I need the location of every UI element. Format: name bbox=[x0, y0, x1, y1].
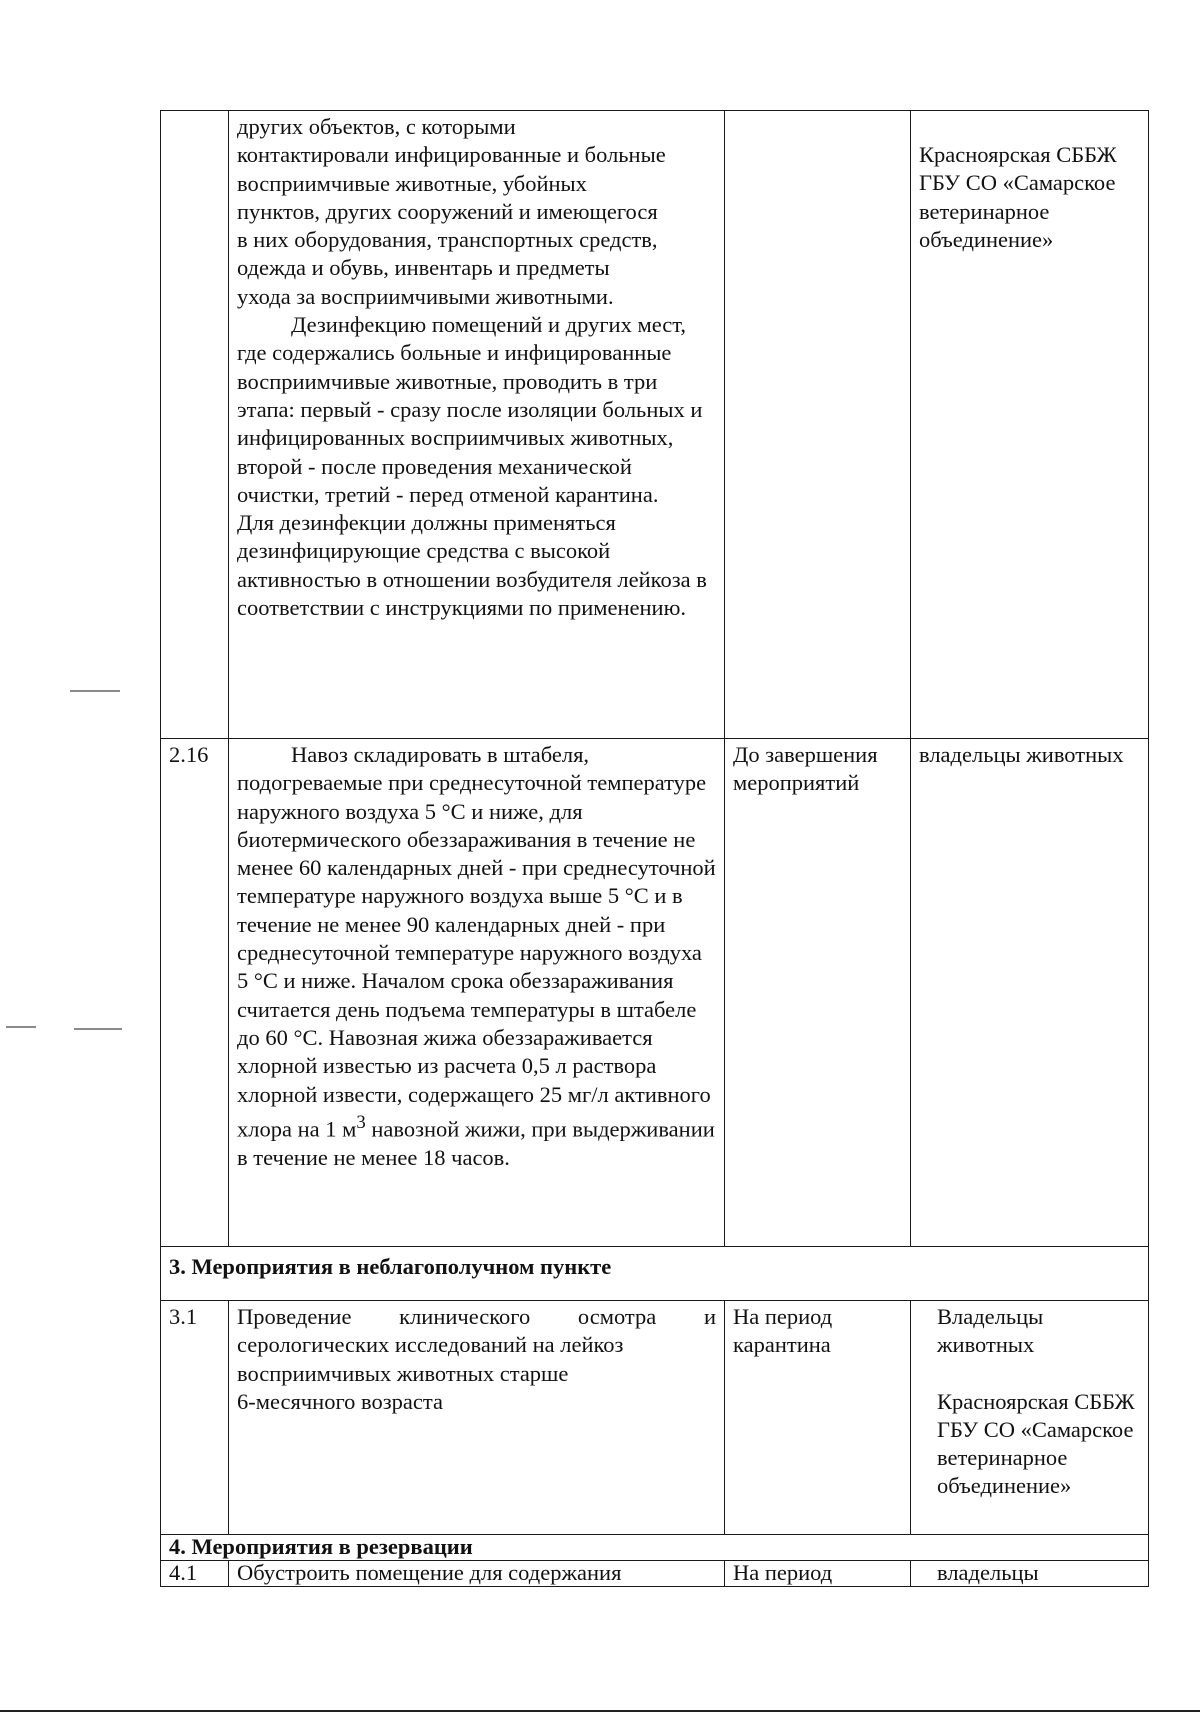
measure-paragraph: Для дезинфекции должны применяться дезинфицирующие средства с высокой активностью в отношении возбудителя лейкоза в соответствии с инструкциями по применению. bbox=[237, 510, 707, 621]
spacer bbox=[919, 113, 1140, 141]
responsible-text: Красноярская СББЖ ГБУ СО «Самарское ветеринарное объединение» bbox=[937, 1388, 1135, 1499]
responsible-text: Владельцы животных bbox=[937, 1304, 1044, 1358]
measure-paragraph bbox=[237, 741, 716, 1172]
responsible-text: Красноярская СББЖ ГБУ СО «Самарское ветеринарное объединение» bbox=[919, 142, 1117, 252]
measures-table bbox=[160, 110, 1149, 1587]
row-number: 3.1 bbox=[161, 1301, 229, 1535]
measure-line: контактировали инфицированные и больные bbox=[237, 142, 666, 168]
measure-line: 6-месячного возраста bbox=[237, 1388, 443, 1414]
margin-scan-mark bbox=[6, 1026, 36, 1028]
row-number bbox=[161, 111, 229, 739]
measure-text bbox=[229, 111, 725, 739]
measure-line: ухода за восприимчивыми животными. bbox=[237, 283, 614, 309]
measure-paragraph: Дезинфекцию помещений и других мест, где содержались больные и инфицированные восприимчивые животные, проводить в три этапа: первый - сразу после изоляции больных и инфицированных восприимчивых животных, второй - после проведения механической очистки, третий - перед отменой карантина. bbox=[237, 312, 703, 507]
term-cell: До завершения мероприятий bbox=[725, 739, 911, 1247]
measure-line: других объектов, с которыми bbox=[237, 114, 516, 139]
measure-line: одежда и обувь, инвентарь и предметы bbox=[237, 255, 610, 281]
measure-line: восприимчивые животные, убойных bbox=[237, 170, 587, 196]
measure-line: пунктов, других сооружений и имеющегося bbox=[237, 198, 658, 224]
row-number: 2.16 bbox=[161, 739, 229, 1247]
term-cell: На период карантина bbox=[725, 1301, 911, 1535]
section-row bbox=[161, 1535, 1149, 1561]
measure-text: Обустроить помещение для содержания bbox=[229, 1561, 725, 1587]
term-cell: На период bbox=[725, 1561, 911, 1587]
responsible-cell bbox=[911, 1301, 1149, 1535]
measure-text bbox=[229, 1301, 725, 1535]
responsible-cell: владельцы bbox=[911, 1561, 1149, 1587]
margin-scan-mark bbox=[74, 1028, 122, 1030]
table-row bbox=[161, 1561, 1149, 1587]
measure-text-tail: навозной жижи, при выдерживании в течение не менее 18 часов. bbox=[237, 1116, 715, 1170]
table-row bbox=[161, 739, 1149, 1247]
term-cell bbox=[725, 111, 911, 739]
spacer bbox=[937, 1360, 1140, 1388]
row-number: 4.1 bbox=[161, 1561, 229, 1587]
measure-text-main: Навоз складировать в штабеля, подогреваемые при среднесуточной температуре наружного воздуха 5 °С и ниже, для биотермического обеззараживания в течение не менее 60 календарных дней - при среднесуточной температуре наружного воздуха выше 5 °С и в течение не менее 90 календарных дней - при среднесуточной температуре наружного воздуха 5 °С и ниже. Началом срока обеззараживания считается день подъема температуры в штабеле до 60 °С. Навозная жижа обеззараживается хлорной известью из расчета 0,5 л раствора хлорной извести, содержащего 25 мг/л активного хлора на 1 м bbox=[237, 742, 716, 1142]
section-title: 3. Мероприятия в неблагополучном пункте bbox=[161, 1247, 1149, 1301]
measure-text bbox=[229, 739, 725, 1247]
margin-scan-mark bbox=[70, 690, 120, 692]
measure-line: восприимчивых животных старше bbox=[237, 1360, 569, 1386]
page-bottom-border bbox=[0, 1710, 1200, 1712]
superscript: 3 bbox=[356, 1111, 366, 1133]
measure-paragraph: Проведение клинического осмотра и серологических исследований на лейкоз bbox=[237, 1304, 716, 1358]
measure-line: в них оборудования, транспортных средств, bbox=[237, 227, 658, 253]
table-row bbox=[161, 111, 1149, 739]
section-row bbox=[161, 1247, 1149, 1301]
section-title: 4. Мероприятия в резервации bbox=[161, 1535, 1149, 1561]
responsible-cell: владельцы животных bbox=[911, 739, 1149, 1247]
responsible-cell bbox=[911, 111, 1149, 739]
table-row bbox=[161, 1301, 1149, 1535]
